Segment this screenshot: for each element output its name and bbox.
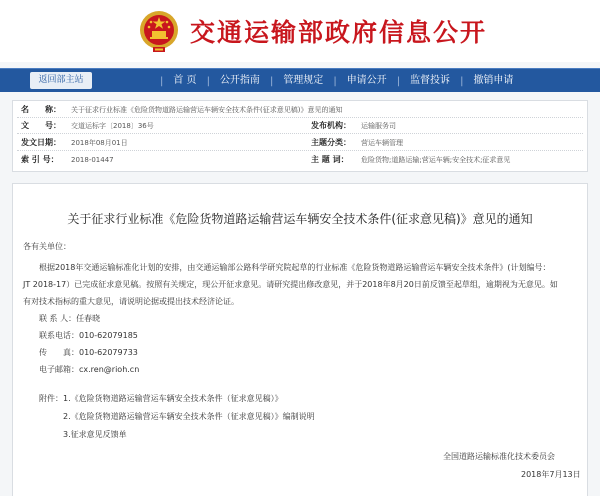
phone-value: 010-62079185 bbox=[79, 331, 138, 340]
meta-category-label: 主题分类： bbox=[311, 138, 351, 147]
meta-index-label: 索 引 号： bbox=[21, 155, 59, 164]
nav-item-rules[interactable]: 管理规定 bbox=[283, 75, 324, 86]
email-row bbox=[39, 365, 139, 375]
meta-issuer-value: 运输服务司 bbox=[361, 122, 396, 130]
fax-value: 010-62079733 bbox=[79, 348, 138, 357]
meta-date-value: 2018年08月01日 bbox=[71, 139, 128, 147]
meta-date-label: 发文日期： bbox=[21, 138, 61, 147]
meta-row-name bbox=[13, 104, 587, 116]
nav-item-complaint[interactable]: 监督投诉 bbox=[410, 75, 451, 86]
meta-name-label: 名 称： bbox=[21, 105, 61, 114]
signer: 全国道路运输标准化技术委员会 bbox=[443, 452, 555, 461]
document-title: 关于征求行业标准《危险货物道路运输营运车辆安全技术条件(征求意见稿)》意见的通知 bbox=[67, 212, 533, 226]
attachment-item[interactable]: 1.《危险货物道路运输营运车辆安全技术条件（征求意见稿）》 bbox=[63, 394, 283, 403]
meta-name-value: 关于征求行业标准《危险货物道路运输营运车辆安全技术条件(征求意见稿)》意见的通知 bbox=[71, 106, 343, 114]
nav-separator: | bbox=[160, 75, 164, 87]
meta-issuer-label: 发布机构： bbox=[311, 121, 351, 130]
phone-row bbox=[39, 331, 138, 341]
nav-separator: | bbox=[206, 75, 210, 87]
nav-item-home[interactable]: 首 页 bbox=[173, 75, 197, 86]
meta-keywords-label: 主 题 词： bbox=[311, 155, 349, 164]
meta-docno-label: 文 号： bbox=[21, 121, 61, 130]
attachment-row bbox=[39, 394, 283, 404]
body-line: JT 2018-17）已完成征求意见稿。按照有关规定，现公开征求意见。请研究提出修改意见，并于2018年8月20日前反馈至起草组，逾期视为无意见。如 bbox=[23, 280, 558, 289]
meta-divider bbox=[17, 133, 583, 134]
email-value[interactable]: cx.ren@rioh.cn bbox=[79, 365, 140, 374]
phone-label: 联系电话： bbox=[39, 331, 79, 340]
document-content bbox=[12, 183, 588, 496]
meta-row-docno bbox=[13, 120, 587, 132]
attachment-label: 附件： bbox=[39, 394, 63, 403]
attachment-item[interactable]: 3.征求意见反馈单 bbox=[63, 430, 127, 439]
site-header bbox=[0, 0, 600, 62]
salutation: 各有关单位： bbox=[23, 242, 71, 251]
nav-separator: | bbox=[333, 75, 337, 87]
fax-label: 传 真： bbox=[39, 348, 79, 357]
meta-divider bbox=[17, 117, 583, 118]
email-label: 电子邮箱： bbox=[39, 365, 79, 374]
nav-item-guide[interactable]: 公开指南 bbox=[219, 75, 260, 86]
contact-label: 联 系 人： bbox=[39, 314, 77, 323]
nav-separator: | bbox=[396, 75, 401, 87]
meta-keywords-value: 危险货物;道路运输;营运车辆;安全技术;征求意见 bbox=[361, 156, 511, 164]
sign-date: 2018年7月13日 bbox=[521, 470, 581, 479]
fax-row bbox=[39, 348, 138, 358]
meta-category-value: 营运车辆管理 bbox=[361, 139, 403, 147]
national-emblem-icon bbox=[138, 8, 180, 54]
meta-row-index bbox=[13, 154, 587, 166]
nav-item-withdraw[interactable]: 撤销申请 bbox=[473, 75, 514, 86]
meta-index-value: 2018-01447 bbox=[71, 156, 114, 164]
contact-row bbox=[39, 314, 100, 324]
nav-items bbox=[160, 69, 523, 93]
nav-separator: | bbox=[269, 75, 274, 87]
meta-docno-value: 交道运标字〔2018〕36号 bbox=[71, 122, 154, 130]
attachment-item[interactable]: 2.《危险货物道路运输营运车辆安全技术条件（征求意见稿）》编制说明 bbox=[63, 412, 315, 421]
body-line: 根据2018年交通运输标准化计划的安排，由交通运输部公路科学研究院起草的行业标准《危险货物道路运输营运车辆安全技术条件》(计划编号： bbox=[39, 263, 551, 272]
main-nav bbox=[0, 68, 600, 92]
body-line: 有对技术指标的重大意见，请说明论据或提出技术经济论证。 bbox=[23, 297, 239, 306]
site-title: 交通运输部政府信息公开 bbox=[190, 18, 488, 47]
nav-item-apply[interactable]: 申请公开 bbox=[346, 75, 387, 86]
document-meta-table bbox=[12, 100, 588, 172]
contact-value: 任春晓 bbox=[76, 314, 101, 323]
home-link[interactable]: 返回部主站 bbox=[30, 72, 92, 89]
meta-divider bbox=[17, 150, 583, 151]
meta-row-date bbox=[13, 137, 587, 149]
nav-separator: | bbox=[460, 75, 464, 87]
